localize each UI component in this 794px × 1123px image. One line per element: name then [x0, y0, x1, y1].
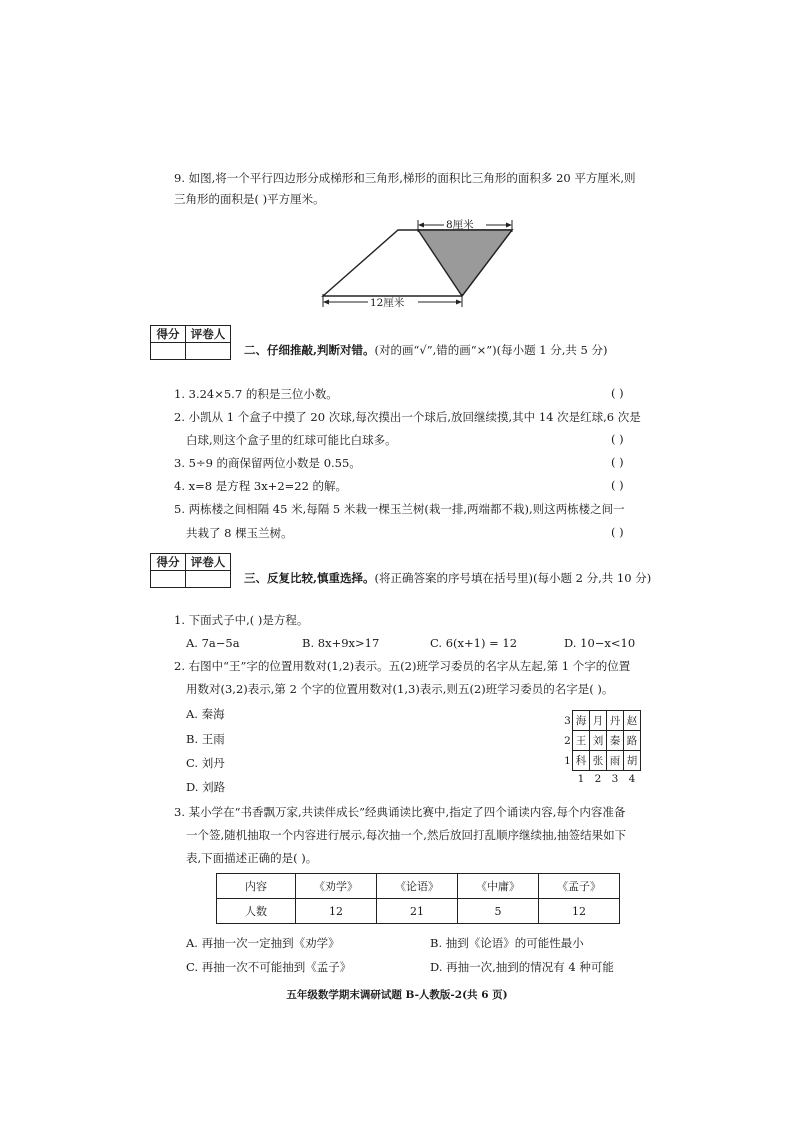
grid-row-2: [563, 731, 641, 751]
parallelogram-figure: [320, 214, 520, 309]
judge-item-5-line2: 共栽了 8 棵玉兰树。: [186, 526, 293, 540]
table-cell: 12: [539, 899, 620, 924]
grid-cell: 赵: [624, 711, 641, 731]
bottom-length-label: 12厘米: [370, 297, 405, 309]
grid-cell: 王: [573, 731, 590, 751]
table-cell: 12: [296, 899, 377, 924]
grid-col-labels: [563, 771, 641, 787]
grid-col-label: 3: [611, 772, 619, 785]
bottom-arrow-right: [456, 300, 462, 305]
grid-cell: 秦: [607, 731, 624, 751]
table-header-cell: 《论语》: [377, 874, 458, 899]
reviewer-label: 评卷人: [186, 554, 231, 571]
judge-item-2-line2: 白球,则这个盒子里的红球可能比白球多。: [186, 433, 397, 447]
section3-instruction: (将正确答案的序号填在括号里)(每小题 2 分,共 10 分): [374, 571, 652, 585]
table-header-cell: 内容: [217, 874, 296, 899]
grid-col-label: 4: [628, 772, 636, 785]
choice-q1-stem: 1. 下面式子中,( )是方程。: [174, 613, 309, 627]
grid-cell: 刘: [590, 731, 607, 751]
score-cell[interactable]: [151, 571, 186, 588]
choice-q3-option-a[interactable]: A. 再抽一次一定抽到《劝学》: [186, 936, 340, 950]
choice-q3-line3: 表,下面描述正确的是( )。: [186, 851, 318, 865]
table-header-cell: 《劝学》: [296, 874, 377, 899]
choice-q1-option-c[interactable]: C. 6(x+1) = 12: [430, 636, 518, 650]
grid-row-3: [563, 711, 641, 731]
judge-answer-5[interactable]: ( ): [611, 525, 624, 539]
judge-item-4: 4. x=8 是方程 3x+2=22 的解。: [174, 479, 348, 493]
choice-q3-option-d[interactable]: D. 再抽一次,抽到的情况有 4 种可能: [430, 960, 614, 974]
table-cell: 5: [458, 899, 539, 924]
grid-row-label: 1: [564, 754, 571, 767]
top-length-label: 8厘米: [446, 219, 474, 231]
judge-answer-3[interactable]: ( ): [611, 455, 624, 469]
choice-q1-option-d[interactable]: D. 10−x<10: [564, 636, 636, 650]
q9-line2: 三角形的面积是( )平方厘米。: [174, 192, 325, 206]
table-header-cell: 《孟子》: [539, 874, 620, 899]
grid-cell: 胡: [624, 751, 641, 771]
grid-row-1: [563, 751, 641, 771]
judge-item-2-line1: 2. 小凯从 1 个盒子中摸了 20 次球,每次摸出一个球后,放回继续摸,其中 14 次是红球,6 次是: [174, 410, 641, 424]
reviewer-label: 评卷人: [186, 326, 231, 343]
shaded-triangle: [418, 230, 512, 296]
section3-title: 三、反复比较,慎重选择。: [244, 571, 375, 585]
draw-results-table: [216, 873, 620, 924]
choice-q3-line2: 一个签,随机抽取一个内容进行展示,每次抽一个,然后放回打乱顺序继续抽,抽签结果如下: [186, 828, 627, 842]
judge-item-5-line1: 5. 两栋楼之间相隔 45 米,每隔 5 米栽一棵玉兰树(栽一排,两端都不栽),则这两栋楼之间一: [174, 502, 625, 516]
section3-header: [244, 570, 651, 586]
choice-q2-option-c[interactable]: C. 刘丹: [186, 756, 225, 770]
choice-q3-line1: 3. 某小学在“书香飘万家,共读伴成长”经典诵读比赛中,指定了四个诵读内容,每个内容准备: [174, 805, 626, 819]
judge-item-3: 3. 5÷9 的商保留两位小数是 0.55。: [174, 456, 361, 470]
judge-answer-2[interactable]: ( ): [611, 432, 624, 446]
choice-q2-line2: 用数对(3,2)表示,第 2 个字的位置用数对(1,3)表示,则五(2)班学习委员的名字是( )。: [186, 682, 614, 696]
q9-line1: 9. 如图,将一个平行四边形分成梯形和三角形,梯形的面积比三角形的面积多 20 平方厘米,则: [174, 171, 636, 185]
reviewer-cell[interactable]: [186, 571, 231, 588]
top-arrow-left: [418, 223, 424, 228]
section3-score-box: [150, 553, 231, 588]
grid-row-label: 2: [564, 734, 571, 747]
grid-cell: 雨: [607, 751, 624, 771]
grid-cell: 月: [590, 711, 607, 731]
table-cell: 人数: [217, 899, 296, 924]
section2-instruction: (对的画“√”,错的画“×”)(每小题 1 分,共 5 分): [374, 343, 608, 357]
grid-col-label: 1: [577, 772, 585, 785]
grid-col-label: 2: [594, 772, 602, 785]
table-header-cell: 《中庸》: [458, 874, 539, 899]
table-cell: 21: [377, 899, 458, 924]
judge-item-1: 1. 3.24×5.7 的积是三位小数。: [174, 387, 338, 401]
choice-q2-option-d[interactable]: D. 刘路: [186, 780, 226, 794]
judge-answer-4[interactable]: ( ): [611, 478, 624, 492]
choice-q1-option-b[interactable]: B. 8x+9x>17: [302, 636, 380, 650]
judge-answer-1[interactable]: ( ): [611, 386, 624, 400]
grid-cell: 丹: [607, 711, 624, 731]
bottom-arrow-left: [323, 300, 329, 305]
choice-q2-line1: 2. 右图中“王”字的位置用数对(1,2)表示。五(2)班学习委员的名字从左起,第 1 个字的位置: [174, 659, 631, 673]
table-row: [217, 899, 620, 924]
score-cell[interactable]: [151, 343, 186, 360]
grid-cell: 路: [624, 731, 641, 751]
top-arrow-right: [506, 223, 512, 228]
section2-header: [244, 342, 608, 358]
score-label: 得分: [151, 554, 186, 571]
choice-q2-option-b[interactable]: B. 王雨: [186, 732, 225, 746]
table-header-row: [217, 874, 620, 899]
grid-cell: 科: [573, 751, 590, 771]
choice-q2-option-a[interactable]: A. 秦海: [186, 707, 225, 721]
choice-q3-option-c[interactable]: C. 再抽一次不可能抽到《孟子》: [186, 960, 352, 974]
score-label: 得分: [151, 326, 186, 343]
section2-title: 二、仔细推敲,判断对错。: [244, 343, 375, 357]
section2-score-box: [150, 325, 231, 360]
choice-q1-option-a[interactable]: A. 7a−5a: [186, 636, 240, 650]
reviewer-cell[interactable]: [186, 343, 231, 360]
grid-cell: 张: [590, 751, 607, 771]
name-grid: [563, 710, 641, 786]
grid-cell: 海: [573, 711, 590, 731]
page-footer: 五年级数学期末调研试题 B-人教版-2(共 6 页): [286, 989, 508, 1001]
choice-q3-option-b[interactable]: B. 抽到《论语》的可能性最小: [430, 936, 584, 950]
grid-row-label: 3: [564, 714, 571, 727]
